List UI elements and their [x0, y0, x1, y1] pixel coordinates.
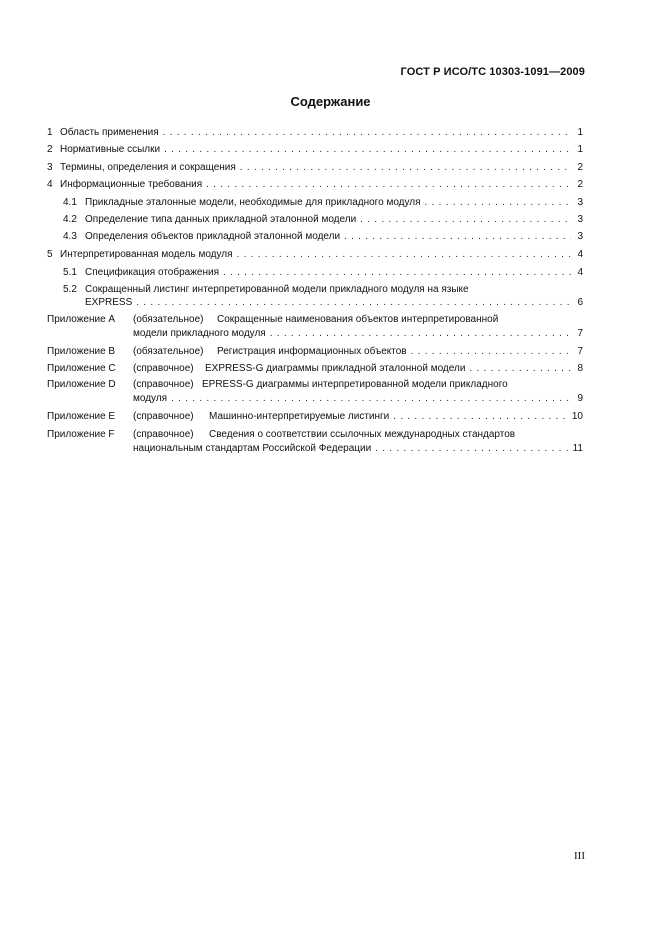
toc-entry-page: 9 — [577, 393, 583, 404]
toc-entry-number: 4.2 — [63, 214, 77, 225]
toc-entry-page: 11 — [572, 443, 583, 454]
toc-entry-title: Область применения — [60, 127, 159, 138]
appendix-kind: (справочное) — [133, 379, 194, 390]
appendix-label: Приложение А — [47, 314, 116, 325]
toc-entry-page: 1 — [577, 144, 583, 155]
toc-entry[interactable] — [63, 266, 583, 279]
toc-entry-title: Определение типа данных прикладной эталонной модели — [85, 214, 357, 225]
toc-entry-continuation[interactable] — [133, 442, 583, 455]
toc-entry-number: 5 — [47, 249, 53, 260]
toc-entry-page: 4 — [577, 249, 583, 260]
toc-entry-title: Нормативные ссылки — [60, 144, 161, 155]
toc-entry[interactable] — [63, 230, 583, 243]
toc-entry[interactable] — [47, 161, 583, 174]
dot-leader — [206, 178, 571, 191]
toc-entry-title: Машинно-интерпретируемые листинги — [209, 411, 390, 422]
appendix-kind: (справочное) — [133, 411, 194, 422]
toc-entry-title-cont: модуля — [133, 393, 168, 404]
appendix-kind: (справочное) — [133, 363, 194, 374]
dot-leader — [237, 248, 571, 261]
dot-leader — [164, 143, 571, 156]
toc-entry-title: Информационные требования — [60, 179, 203, 190]
toc-entry-number: 4.1 — [63, 197, 77, 208]
toc-entry-title: Прикладные эталонные модели, необходимые для прикладного модуля — [85, 197, 421, 208]
toc-entry-title[interactable]: Сокращенный листинг интерпретированной модели прикладного модуля на языке — [85, 284, 469, 295]
toc-entry-number: 4.3 — [63, 231, 77, 242]
toc-entry-title[interactable]: Сокращенные наименования объектов интерпретированной — [217, 314, 499, 325]
toc-entry-number: 3 — [47, 162, 53, 173]
toc-entry-number: 5.2 — [63, 284, 77, 295]
toc-entry-page: 7 — [577, 328, 583, 339]
toc-entry-page: 8 — [577, 363, 583, 374]
dot-leader — [270, 327, 571, 340]
appendix-label: Приложение F — [47, 429, 115, 440]
toc-entry[interactable] — [133, 345, 583, 358]
toc-entry-title-cont: модели прикладного модуля — [133, 328, 266, 339]
toc-entry-page: 10 — [571, 411, 583, 422]
toc-entry-continuation[interactable] — [133, 327, 583, 340]
toc-entry-continuation[interactable] — [133, 392, 583, 405]
toc-entry[interactable] — [63, 213, 583, 226]
dot-leader — [411, 345, 571, 358]
appendix-label: Приложение С — [47, 363, 116, 374]
page-number: III — [574, 850, 585, 862]
dot-leader — [360, 213, 571, 226]
toc-entry-title-cont: EXPRESS — [85, 297, 133, 308]
dot-leader — [171, 392, 571, 405]
appendix-kind: (обязательное) — [133, 346, 204, 357]
dot-leader — [393, 410, 568, 423]
dot-leader — [344, 230, 571, 243]
appendix-kind: (обязательное) — [133, 314, 204, 325]
toc-entry-page: 3 — [577, 214, 583, 225]
dot-leader — [375, 442, 568, 455]
toc-entry-title[interactable]: EPRESS-G диаграммы интерпретированной модели прикладного — [202, 379, 508, 390]
toc-entry[interactable] — [47, 143, 583, 156]
toc-entry[interactable] — [47, 178, 583, 191]
toc-entry[interactable] — [133, 410, 583, 423]
toc-entry-page: 3 — [577, 197, 583, 208]
dot-leader — [469, 362, 571, 375]
toc-entry-number: 2 — [47, 144, 53, 155]
toc-entry-title: Термины, определения и сокращения — [60, 162, 236, 173]
appendix-kind: (справочное) — [133, 429, 194, 440]
appendix-label: Приложение D — [47, 379, 116, 390]
toc-entry-title: EXPRESS-G диаграммы прикладной эталонной модели — [205, 363, 466, 374]
toc-entry[interactable] — [47, 248, 583, 261]
toc-entry-page: 2 — [577, 162, 583, 173]
dot-leader — [240, 161, 571, 174]
dot-leader — [136, 296, 571, 309]
toc-entry-number: 1 — [47, 127, 53, 138]
toc-entry-title: Регистрация информационных объектов — [217, 346, 407, 357]
dot-leader — [223, 266, 571, 279]
toc-entry-page: 1 — [577, 127, 583, 138]
toc-entry-title-cont: национальным стандартам Российской Федерации — [133, 443, 372, 454]
toc-entry-page: 6 — [577, 297, 583, 308]
dot-leader — [425, 196, 571, 209]
standard-code: ГОСТ Р ИСО/ТС 10303-1091—2009 — [400, 66, 585, 78]
toc-entry[interactable] — [133, 362, 583, 375]
toc-entry-number: 4 — [47, 179, 53, 190]
toc-entry-page: 7 — [577, 346, 583, 357]
toc-entry-title: Интерпретированная модель модуля — [60, 249, 233, 260]
toc-entry-page: 2 — [577, 179, 583, 190]
page-title: Содержание — [290, 94, 371, 109]
toc-entry-title[interactable]: Сведения о соответствии ссылочных международных стандартов — [209, 429, 516, 440]
toc-entry[interactable] — [47, 126, 583, 139]
toc-entry[interactable] — [63, 196, 583, 209]
dot-leader — [163, 126, 571, 139]
toc-entry-continuation[interactable] — [85, 296, 583, 309]
toc-entry-page: 3 — [577, 231, 583, 242]
appendix-label: Приложение Е — [47, 411, 116, 422]
appendix-label: Приложение В — [47, 346, 116, 357]
toc-entry-title: Определения объектов прикладной эталонной модели — [85, 231, 341, 242]
toc-entry-page: 4 — [577, 267, 583, 278]
toc-entry-number: 5.1 — [63, 267, 77, 278]
toc-entry-title: Спецификация отображения — [85, 267, 219, 278]
